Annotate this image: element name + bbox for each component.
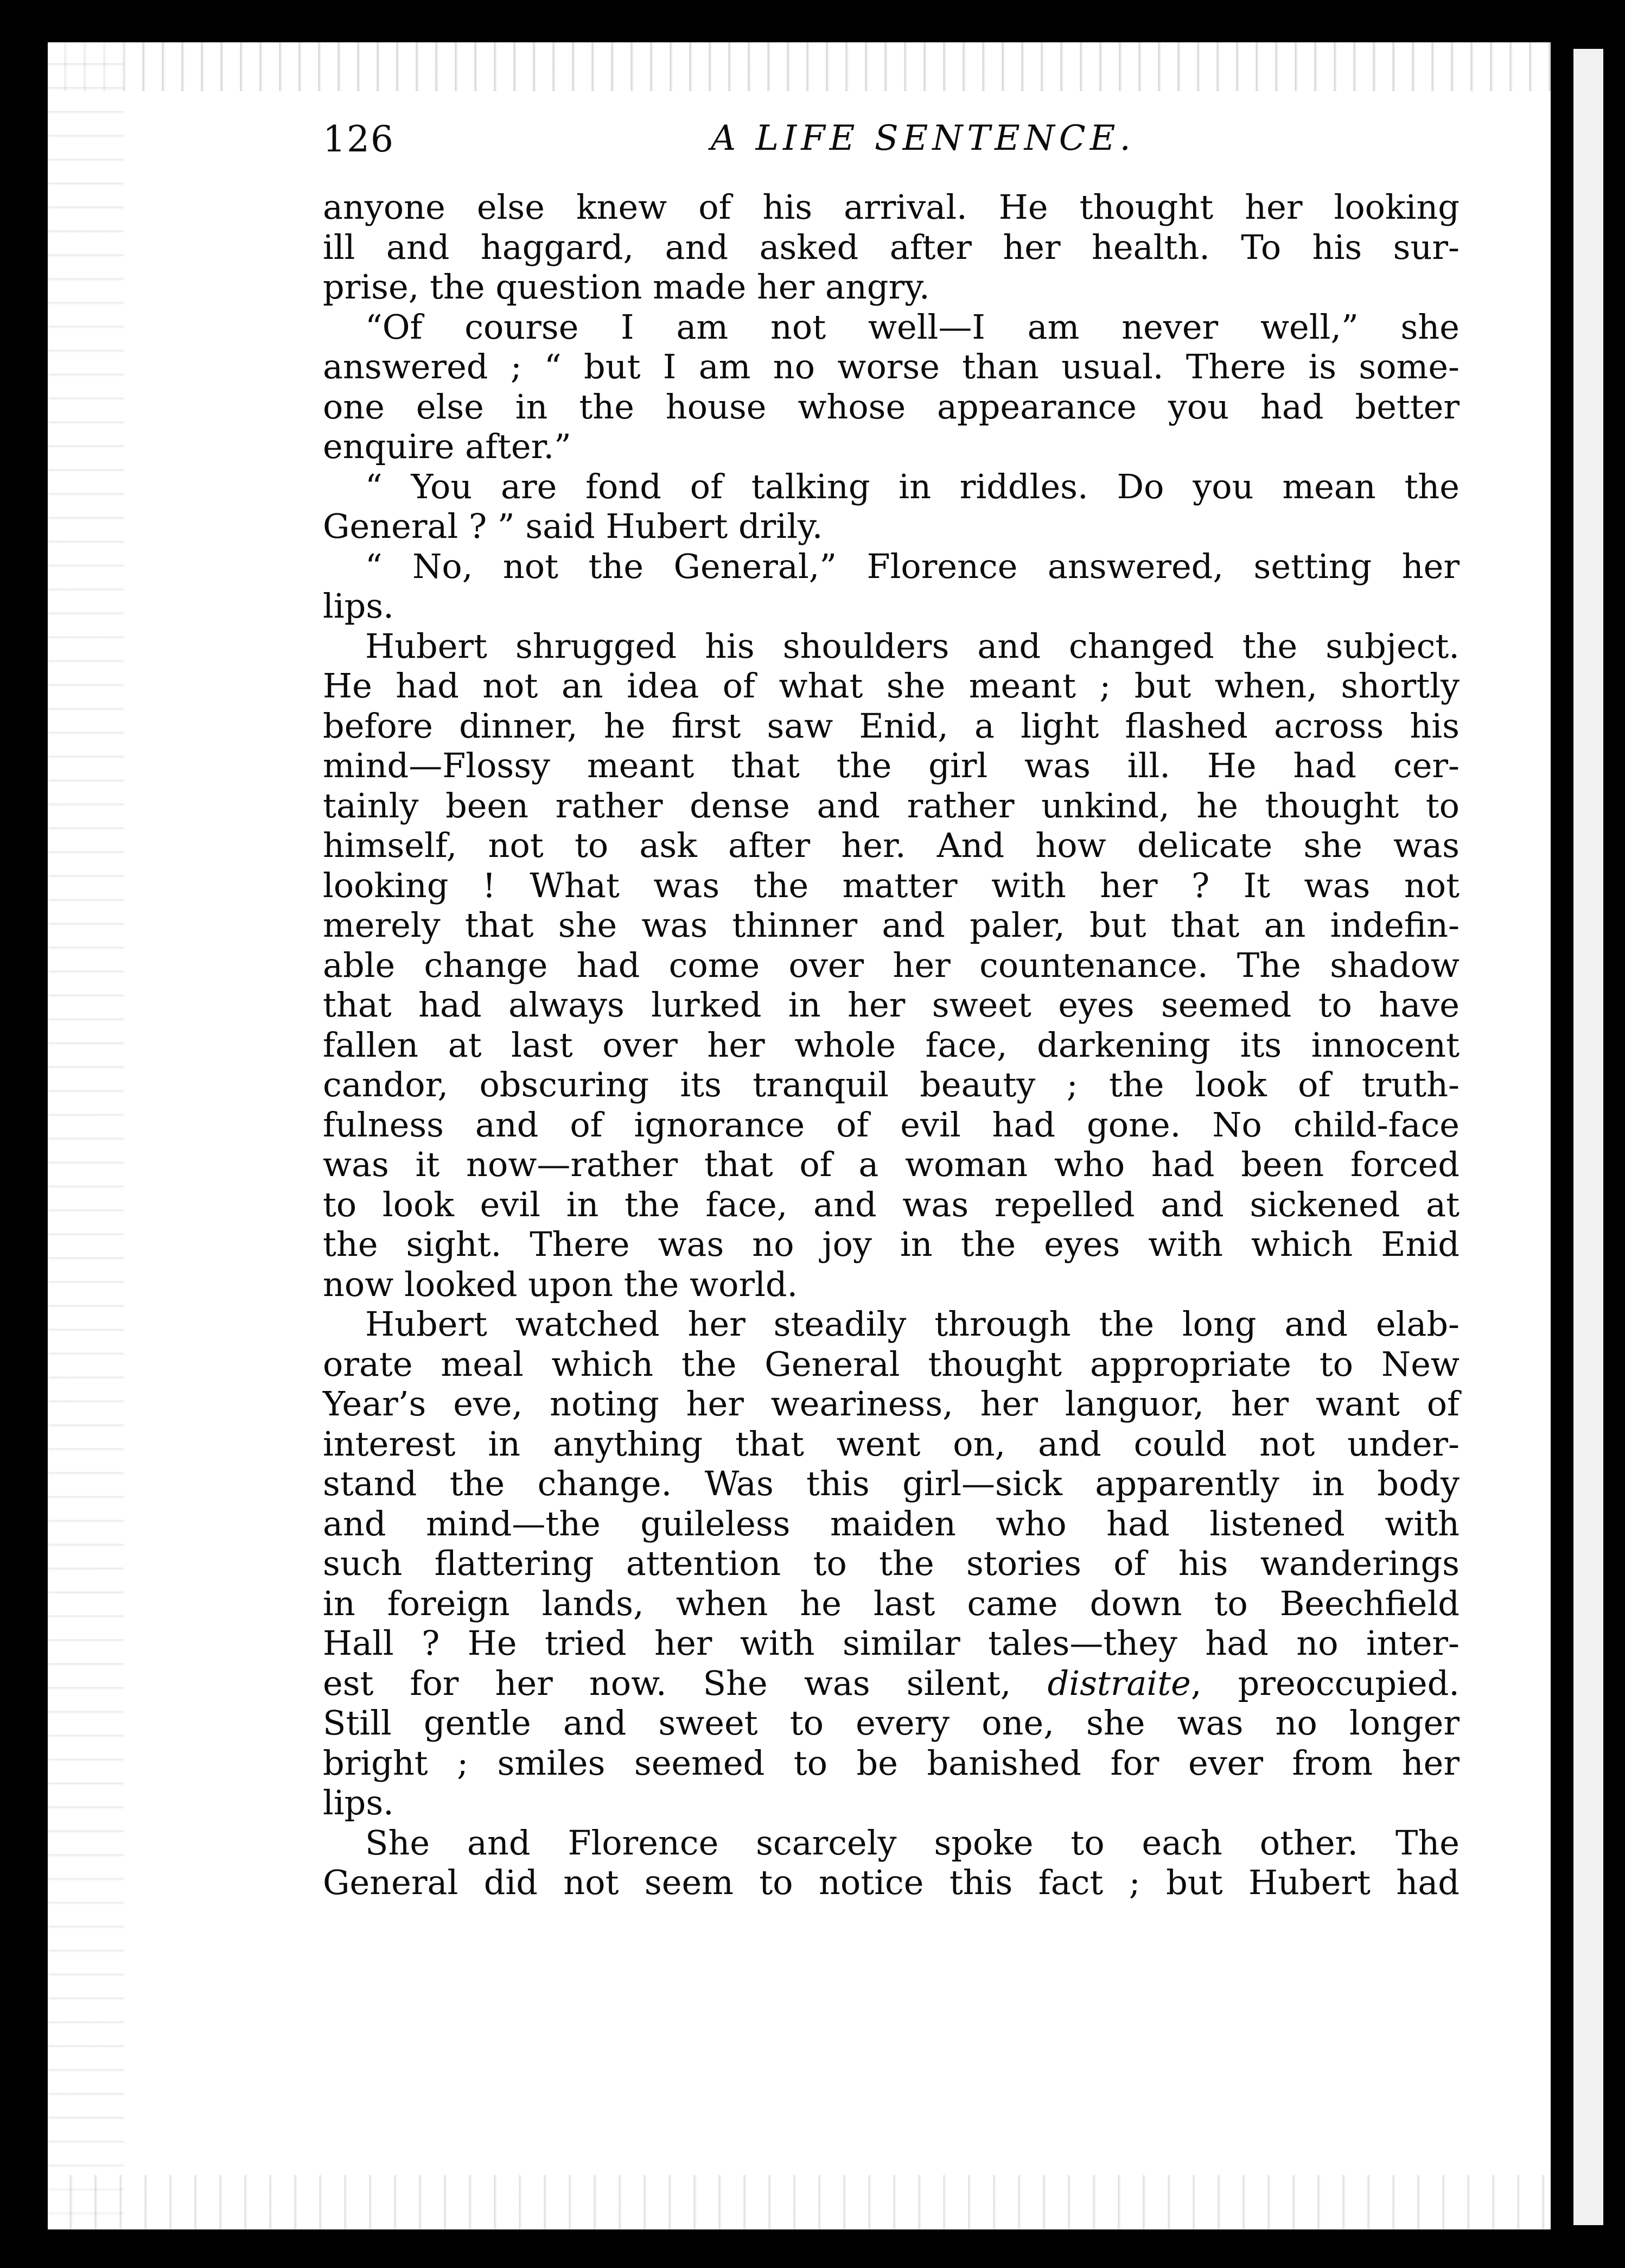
text-line: to look evil in the face, and was repelled and sickened at <box>323 1184 1460 1224</box>
text-line: “ No, not the General,” Florence answered, setting her <box>365 546 1460 586</box>
text-line: candor, obscuring its tranquil beauty ; the look of truth- <box>323 1065 1460 1104</box>
scan-noise-left <box>48 42 124 2229</box>
italic-word: distraite <box>1047 1663 1191 1703</box>
text-line: “ You are fond of talking in riddles. Do you mean the <box>365 466 1460 506</box>
text-line: General ? ” said Hubert drily. <box>323 506 823 546</box>
body-text <box>323 187 1460 1903</box>
text-line: stand the change. Was this girl—sick apparently in body <box>323 1464 1460 1503</box>
text-line: before dinner, he first saw Enid, a light flashed across his <box>323 706 1460 746</box>
running-title: A LIFE SENTENCE. <box>711 118 1135 158</box>
text-line: fallen at last over her whole face, darkening its innocent <box>323 1025 1460 1065</box>
text-fragment: est for her now. She was silent, <box>323 1663 1048 1703</box>
text-line: enquire after.” <box>323 427 571 466</box>
text-line: in foreign lands, when he last came down to Beechfield <box>323 1583 1460 1623</box>
text-line: now looked upon the world. <box>323 1264 798 1304</box>
page-number: 126 <box>323 118 394 160</box>
text-line: was it now—rather that of a woman who had been forced <box>323 1145 1460 1184</box>
text-line: answered ; “ but I am no worse than usual. There is some- <box>323 347 1460 386</box>
text-line: Still gentle and sweet to every one, she was no longer <box>323 1703 1460 1743</box>
text-line: able change had come over her countenance. The shadow <box>323 945 1460 985</box>
text-line: “Of course I am not well—I am never well,” she <box>365 307 1460 347</box>
text-line: himself, not to ask after her. And how delicate she was <box>323 825 1460 865</box>
text-line: General did not seem to notice this fact ; but Hubert had <box>323 1863 1460 1902</box>
text-line: lips. <box>323 586 394 626</box>
running-head <box>323 109 1462 168</box>
page-edge <box>1573 49 1603 2225</box>
text-line: merely that she was thinner and paler, but that an indefin- <box>323 905 1460 945</box>
text-line: mind—Flossy meant that the girl was ill. He had cer- <box>323 746 1460 785</box>
text-line: Hubert shrugged his shoulders and changed the subject. <box>365 626 1460 666</box>
scan-noise-bottom <box>48 2175 1551 2229</box>
text-line: Hall ? He tried her with similar tales—they had no inter- <box>323 1623 1460 1663</box>
text-line-with-italic <box>323 1663 1460 1704</box>
text-line: Hubert watched her steadily through the long and elab- <box>365 1304 1460 1344</box>
text-fragment: , preoccupied. <box>1190 1663 1460 1703</box>
text-line: tainly been rather dense and rather unkind, he thought to <box>323 785 1460 825</box>
text-line: lips. <box>323 1783 394 1822</box>
text-line: the sight. There was no joy in the eyes with which Enid <box>323 1224 1460 1264</box>
text-line: looking ! What was the matter with her ? It was not <box>323 865 1460 905</box>
text-line: that had always lurked in her sweet eyes seemed to have <box>323 985 1460 1025</box>
text-line: ill and haggard, and asked after her health. To his sur- <box>323 227 1460 267</box>
text-line: prise, the question made her angry. <box>323 267 930 307</box>
scan-noise-top <box>48 42 1551 91</box>
text-line: anyone else knew of his arrival. He thought her looking <box>323 187 1460 227</box>
text-line: and mind—the guileless maiden who had listened with <box>323 1503 1460 1543</box>
text-line: Year’s eve, noting her weariness, her languor, her want of <box>323 1384 1460 1424</box>
text-line: one else in the house whose appearance you had better <box>323 386 1460 427</box>
text-line: She and Florence scarcely spoke to each other. The <box>365 1822 1460 1863</box>
text-line: bright ; smiles seemed to be banished for ever from her <box>323 1743 1460 1783</box>
text-line: interest in anything that went on, and could not under- <box>323 1424 1460 1464</box>
text-line: fulness and of ignorance of evil had gone. No child-face <box>323 1104 1460 1145</box>
text-line: such flattering attention to the stories of his wanderings <box>323 1543 1460 1583</box>
text-line: He had not an idea of what she meant ; but when, shortly <box>323 666 1460 706</box>
text-line: orate meal which the General thought appropriate to New <box>323 1344 1460 1384</box>
